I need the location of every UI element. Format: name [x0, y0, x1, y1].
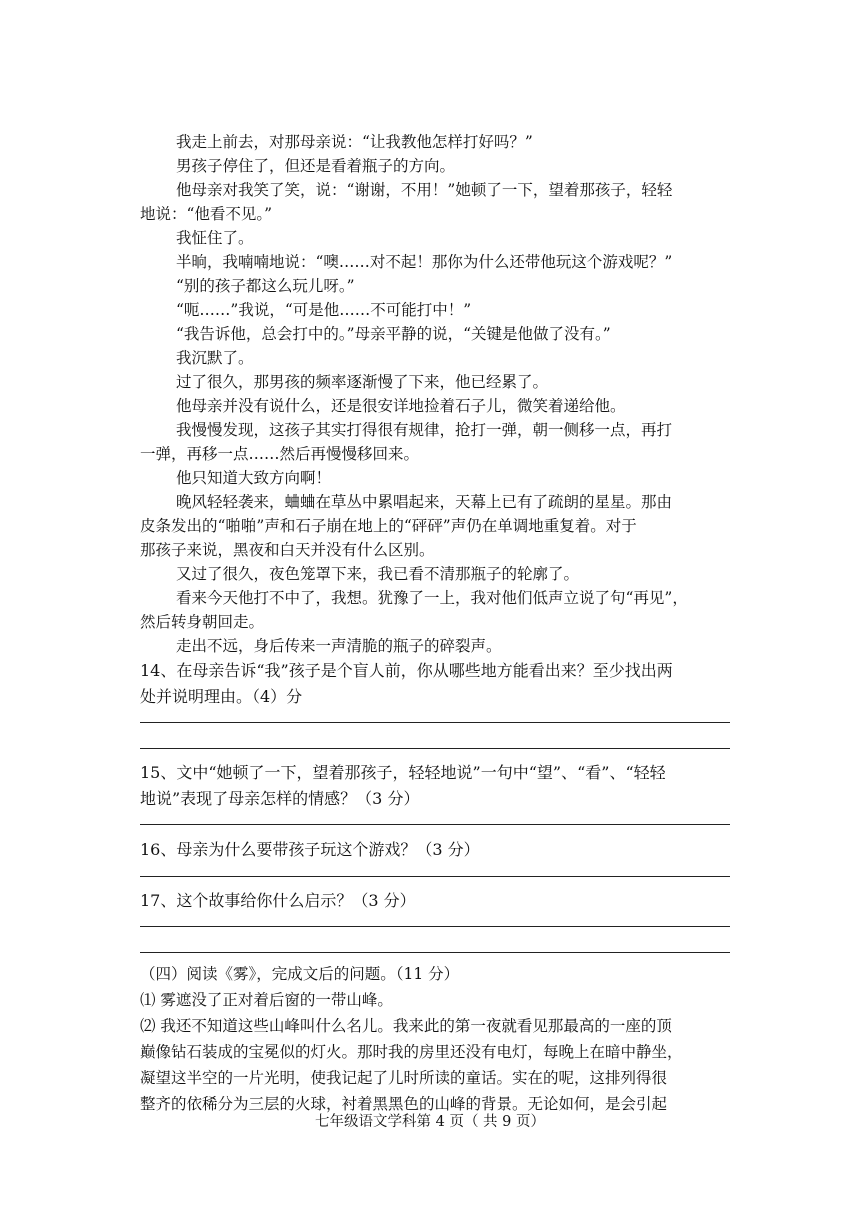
question-14-cont: 处并说明理由。（4）分: [140, 687, 303, 706]
answer-line[interactable]: [140, 722, 730, 723]
story-line: 男孩子停住了，但还是看着瓶子的方向。: [176, 157, 456, 175]
story-line: 地说：“他看不见。”: [140, 205, 273, 223]
section-4-heading: （四）阅读《雾》，完成文后的问题。（11 分）: [140, 965, 460, 983]
question-14: 14、在母亲告诉“我”孩子是个盲人前，你从哪些地方能看出来？至少找出两: [140, 661, 673, 680]
page-footer: 七年级语文学科第 4 页（ 共 9 页）: [315, 1114, 545, 1130]
story-line: “呃……”我说，“可是他……不可能打中！”: [176, 301, 472, 319]
story-line: 我走上前去，对那母亲说：“让我教他怎样打好吗？”: [176, 133, 533, 151]
story-line: “我告诉他，总会打中的。”母亲平静的说，“关键是他做了没有。”: [176, 325, 611, 343]
story-line: 皮条发出的“啪啪”声和石子崩在地上的“砰砰”声仍在单调地重复着。对于: [140, 517, 637, 535]
question-16: 16、母亲为什么要带孩子玩这个游戏？（3 分）: [140, 840, 480, 859]
answer-line[interactable]: [140, 952, 730, 953]
answer-line[interactable]: [140, 876, 730, 877]
story-line: 我沉默了。: [176, 349, 254, 367]
answer-line[interactable]: [140, 926, 730, 927]
story-line: 过了很久，那男孩的频率逐渐慢了下来，他已经累了。: [176, 373, 549, 391]
answer-line[interactable]: [140, 748, 730, 749]
story-line: 看来今天他打不中了，我想。犹豫了一上，我对他们低声立说了句“再见”，: [176, 589, 688, 607]
story-line: 我慢慢发现，这孩子其实打得很有规律，抢打一弹，朝一侧移一点，再打: [176, 421, 673, 439]
story-line: 走出不远，身后传来一声清脆的瓶子的碎裂声。: [176, 637, 502, 655]
story-line: 半晌，我喃喃地说：“噢……对不起！那你为什么还带他玩这个游戏呢？”: [176, 253, 673, 271]
question-15: 15、文中“她顿了一下，望着那孩子，轻轻地说”一句中“望”、“看”、“轻轻: [140, 763, 666, 782]
story-line: 那孩子来说，黑夜和白天并没有什么区别。: [140, 541, 435, 559]
story-line: 我怔住了。: [176, 229, 254, 247]
section-4-paragraph-2: 巅像钻石装成的宝冕似的灯火。那时我的房里还没有电灯，每晚上在暗中静坐，: [140, 1043, 683, 1061]
story-line: “别的孩子都这么玩儿呀。”: [176, 277, 355, 295]
story-line: 晚风轻轻袭来，蛐蛐在草丛中累唱起来，天幕上已有了疏朗的星星。那由: [176, 493, 673, 511]
story-line: 又过了很久，夜色笼罩下来，我已看不清那瓶子的轮廓了。: [176, 565, 580, 583]
question-17: 17、这个故事给你什么启示？（3 分）: [140, 891, 416, 910]
section-4-paragraph-1: ⑴ 雾遮没了正对着后窗的一带山峰。: [140, 991, 393, 1009]
story-line: 他只知道大致方向啊！: [176, 469, 332, 487]
section-4-paragraph-2: ⑵ 我还不知道这些山峰叫什么名儿。我来此的第一夜就看见那最高的一座的顶: [140, 1017, 672, 1035]
question-15-cont: 地说”表现了母亲怎样的情感？（3 分）: [140, 789, 420, 808]
section-4-paragraph-2: 整齐的依稀分为三层的火球，衬着黑黑色的山峰的背景。无论如何，是会引起: [140, 1095, 668, 1113]
section-4-paragraph-2: 凝望这半空的一片光明，使我记起了儿时所读的童话。实在的呢，这排列得很: [140, 1069, 668, 1087]
answer-line[interactable]: [140, 824, 730, 825]
story-line: 他母亲并没有说什么，还是很安详地捡着石子儿，微笑着递给他。: [176, 397, 626, 415]
story-line: 然后转身朝回走。: [140, 613, 265, 631]
story-line: 他母亲对我笑了笑，说：“谢谢，不用！”她顿了一下，望着那孩子，轻轻: [176, 181, 673, 199]
story-line: 一弹，再移一点……然后再慢慢移回来。: [140, 445, 420, 463]
